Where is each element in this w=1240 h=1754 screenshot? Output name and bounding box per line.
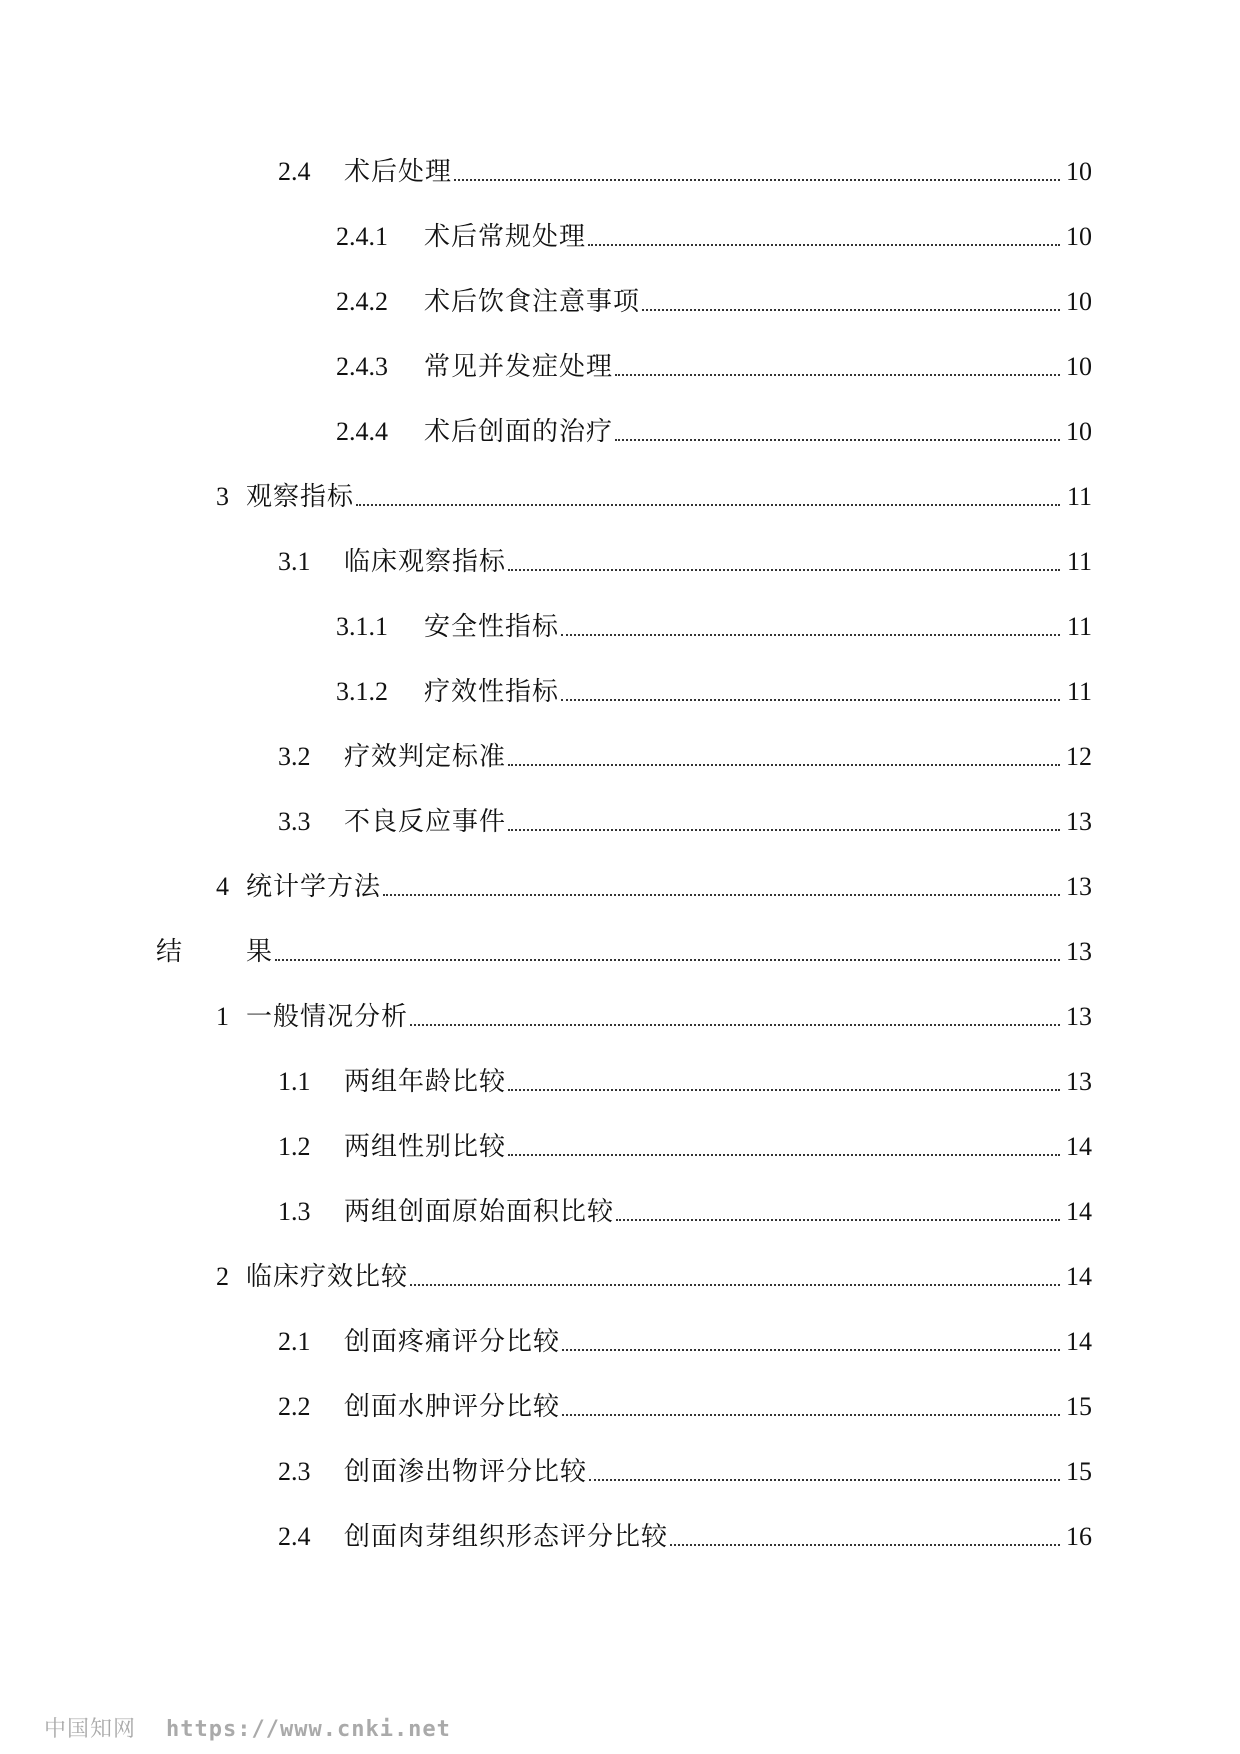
toc-entry-title: 术后饮食注意事项 bbox=[424, 287, 641, 317]
toc-entry-number: 2.2 bbox=[278, 1392, 311, 1421]
toc-entry-number: 3.3 bbox=[278, 807, 311, 836]
toc-entry-2-4-results[interactable] bbox=[278, 1513, 1092, 1553]
toc-entry-title: 创面水肿评分比较 bbox=[344, 1392, 561, 1422]
toc-entry-number: 2.4.2 bbox=[336, 287, 388, 316]
toc-entry-title: 两组年龄比较 bbox=[344, 1067, 507, 1097]
dot-leader bbox=[588, 244, 1060, 246]
watermark-footer bbox=[44, 1712, 451, 1743]
toc-entry-number: 2.4.1 bbox=[336, 222, 388, 251]
toc-entry-title: 观察指标 bbox=[246, 482, 355, 512]
toc-entry-2-4-2[interactable] bbox=[336, 278, 1092, 318]
toc-entry-page: 13 bbox=[1066, 937, 1092, 966]
toc-entry-2-4[interactable] bbox=[278, 148, 1092, 188]
toc-entry-page: 15 bbox=[1066, 1457, 1092, 1486]
toc-entry-title: 疗效判定标准 bbox=[344, 742, 507, 772]
dot-leader bbox=[561, 634, 1060, 636]
toc-entry-page: 11 bbox=[1066, 547, 1092, 576]
toc-entry-title: 创面疼痛评分比较 bbox=[344, 1327, 561, 1357]
toc-entry-1-2[interactable] bbox=[278, 1123, 1092, 1163]
toc-entry-title: 创面渗出物评分比较 bbox=[344, 1457, 588, 1487]
toc-entry-number: 2.3 bbox=[278, 1457, 311, 1486]
toc-entry-page: 14 bbox=[1066, 1262, 1092, 1291]
dot-leader bbox=[383, 894, 1060, 896]
dot-leader bbox=[589, 1479, 1060, 1481]
toc-entry-number: 1.2 bbox=[278, 1132, 311, 1161]
dot-leader bbox=[642, 309, 1060, 311]
dot-leader bbox=[508, 1154, 1060, 1156]
toc-entry-number: 1.1 bbox=[278, 1067, 311, 1096]
toc-entry-page: 13 bbox=[1066, 1002, 1092, 1031]
toc-entry-number: 4 bbox=[216, 872, 229, 901]
toc-entry-page: 10 bbox=[1066, 352, 1092, 381]
toc-entry-number: 3.2 bbox=[278, 742, 311, 771]
toc-entry-number: 2.4 bbox=[278, 1522, 311, 1551]
toc-entry-1-1[interactable] bbox=[278, 1058, 1092, 1098]
toc-entry-page: 14 bbox=[1066, 1197, 1092, 1226]
dot-leader bbox=[508, 1089, 1060, 1091]
toc-entry-number: 2.1 bbox=[278, 1327, 311, 1356]
toc-entry-page: 11 bbox=[1066, 677, 1092, 706]
toc-entry-title: 术后创面的治疗 bbox=[424, 417, 614, 447]
toc-entry-page: 14 bbox=[1066, 1132, 1092, 1161]
toc-entry-page: 16 bbox=[1066, 1522, 1092, 1551]
toc-entry-4[interactable] bbox=[216, 863, 1092, 903]
cnki-url-watermark: https://www.cnki.net bbox=[166, 1717, 451, 1742]
toc-entry-2-3[interactable] bbox=[278, 1448, 1092, 1488]
cnki-brand-watermark: 中国知网 bbox=[44, 1717, 137, 1742]
toc-entry-3-1[interactable] bbox=[278, 538, 1092, 578]
toc-entry-page: 13 bbox=[1066, 872, 1092, 901]
toc-entry-1-3[interactable] bbox=[278, 1188, 1092, 1228]
toc-entry-title: 术后处理 bbox=[344, 157, 453, 187]
toc-entry-results[interactable] bbox=[156, 928, 1092, 968]
toc-entry-number: 3.1.1 bbox=[336, 612, 388, 641]
toc-entry-page: 10 bbox=[1066, 157, 1092, 186]
toc-entry-number: 3.1 bbox=[278, 547, 311, 576]
toc-entry-page: 14 bbox=[1066, 1327, 1092, 1356]
toc-entry-2[interactable] bbox=[216, 1253, 1092, 1293]
dot-leader bbox=[616, 1219, 1060, 1221]
dot-leader bbox=[508, 829, 1060, 831]
toc-entry-page: 10 bbox=[1066, 287, 1092, 316]
dot-leader bbox=[561, 699, 1060, 701]
toc-entry-title: 安全性指标 bbox=[424, 612, 560, 642]
toc-entry-2-4-4[interactable] bbox=[336, 408, 1092, 448]
toc-entry-page: 13 bbox=[1066, 807, 1092, 836]
toc-entry-page: 12 bbox=[1066, 742, 1092, 771]
toc-entry-title: 常见并发症处理 bbox=[424, 352, 614, 382]
toc-entry-3-1-2[interactable] bbox=[336, 668, 1092, 708]
toc-entry-page: 13 bbox=[1066, 1067, 1092, 1096]
toc-entry-page: 10 bbox=[1066, 222, 1092, 251]
toc-entry-title: 创面肉芽组织形态评分比较 bbox=[344, 1522, 669, 1552]
dot-leader bbox=[454, 179, 1060, 181]
toc-entry-2-4-1[interactable] bbox=[336, 213, 1092, 253]
toc-entry-number: 2.4.4 bbox=[336, 417, 388, 446]
toc-entry-number: 1.3 bbox=[278, 1197, 311, 1226]
dot-leader bbox=[508, 569, 1060, 571]
toc-entry-title: 临床观察指标 bbox=[344, 547, 507, 577]
dot-leader bbox=[615, 439, 1060, 441]
toc-entry-title: 统计学方法 bbox=[246, 872, 382, 902]
toc-entry-3-1-1[interactable] bbox=[336, 603, 1092, 643]
dot-leader bbox=[670, 1544, 1060, 1546]
toc-entry-page: 15 bbox=[1066, 1392, 1092, 1421]
toc-entry-number: 2.4 bbox=[278, 157, 311, 186]
dot-leader bbox=[275, 959, 1060, 961]
toc-entry-title: 临床疗效比较 bbox=[246, 1262, 409, 1292]
toc-entry-title: 疗效性指标 bbox=[424, 677, 560, 707]
toc-entry-page: 11 bbox=[1066, 482, 1092, 511]
toc-entry-title: 不良反应事件 bbox=[344, 807, 507, 837]
toc-entry-page: 10 bbox=[1066, 417, 1092, 446]
dot-leader bbox=[562, 1349, 1060, 1351]
dot-leader bbox=[410, 1284, 1060, 1286]
toc-entry-number: 1 bbox=[216, 1002, 229, 1031]
toc-entry-3[interactable] bbox=[216, 473, 1092, 513]
toc-entry-1[interactable] bbox=[216, 993, 1092, 1033]
toc-entry-title: 术后常规处理 bbox=[424, 222, 587, 252]
toc-entry-number: 2.4.3 bbox=[336, 352, 388, 381]
toc-entry-2-2[interactable] bbox=[278, 1383, 1092, 1423]
dot-leader bbox=[356, 504, 1060, 506]
toc-entry-number: 2 bbox=[216, 1262, 229, 1291]
toc-entry-3-2[interactable] bbox=[278, 733, 1092, 773]
toc-entry-page: 11 bbox=[1066, 612, 1092, 641]
toc-entry-title: 两组创面原始面积比较 bbox=[344, 1197, 615, 1227]
dot-leader bbox=[508, 764, 1060, 766]
toc-entry-number: 3.1.2 bbox=[336, 677, 388, 706]
dot-leader bbox=[562, 1414, 1060, 1416]
toc-entry-heading-part-1: 结 bbox=[156, 937, 183, 966]
toc-entry-title: 两组性别比较 bbox=[344, 1132, 507, 1162]
toc-entry-title: 一般情况分析 bbox=[246, 1002, 409, 1032]
toc-entry-2-4-3[interactable] bbox=[336, 343, 1092, 383]
toc-entry-number: 3 bbox=[216, 482, 229, 511]
dot-leader bbox=[410, 1024, 1060, 1026]
dot-leader bbox=[615, 374, 1060, 376]
toc-entry-2-1[interactable] bbox=[278, 1318, 1092, 1358]
toc-entry-heading-part-2: 果 bbox=[246, 937, 274, 967]
toc-entry-3-3[interactable] bbox=[278, 798, 1092, 838]
